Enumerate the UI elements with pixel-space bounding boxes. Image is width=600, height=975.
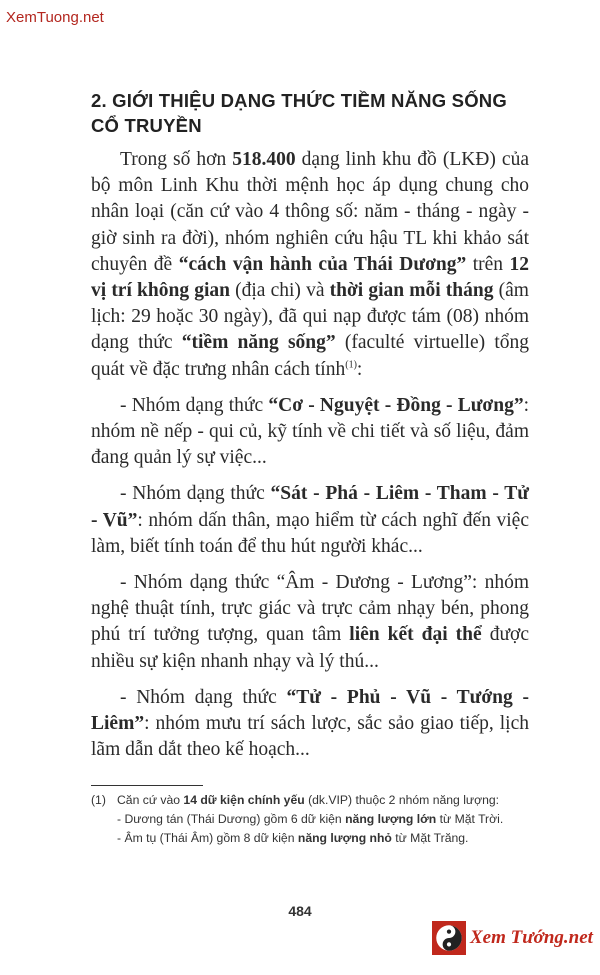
bold-run: “cách vận hành của Thái Dương” (178, 253, 467, 275)
text-run: (địa chi) và (229, 280, 330, 302)
text-run: - Âm tụ (Thái Âm) gồm 8 dữ kiện (117, 831, 298, 845)
paragraph-intro (91, 147, 529, 383)
bold-run: 14 dữ kiện chính yếu (183, 793, 305, 807)
footnote-divider (91, 785, 203, 786)
watermark-bottom (432, 918, 593, 958)
text-run: - Nhóm dạng thức (120, 394, 269, 416)
bold-run: “Cơ - Nguyệt - Đồng - Lương” (268, 394, 524, 416)
bold-run: “tiềm năng sống” (181, 332, 336, 354)
text-run: từ Mặt Trăng. (391, 831, 469, 845)
text-run: (faculté virtuelle) tổng quát về đặc trưng nhân cách tính (91, 332, 529, 380)
text-run: Trong số hơn (120, 149, 233, 170)
text-run: - Nhóm dạng thức (120, 686, 287, 708)
footnote-marker: (1) (345, 359, 357, 371)
text-run: dạng linh khu đồ (LKĐ) của bộ môn Linh Khu thời mệnh học áp dụng chung cho nhân loại (căn cứ vào 4 thông số: năm - tháng - ngày - giờ sinh ra đời), nhóm nghiên cứu hậu TL khi khảo sát chuyên đề (91, 149, 529, 275)
footnotes (91, 791, 531, 848)
text-run: được nhiều sự kiện nhanh nhạy và lý thú... (91, 624, 529, 672)
watermark-bottom-text: Xem Tướng.net (470, 927, 593, 948)
paragraph-group-4 (91, 685, 529, 764)
bold-run: năng lượng lớn (345, 812, 437, 826)
text-run: - Dương tán (Thái Dương) gồm 6 dữ kiện (117, 812, 346, 826)
watermark-top: XemTuong.net (6, 9, 104, 26)
page-number: 484 (288, 903, 312, 919)
footnote-line (91, 829, 531, 848)
paragraph-group-2 (91, 481, 529, 560)
bold-run: 518.400 (232, 149, 296, 170)
bold-run: thời gian mỗi tháng (329, 280, 494, 302)
footnote-line (117, 791, 531, 810)
footnote-line (91, 810, 531, 829)
section-heading: 2. GIỚI THIỆU DẠNG THỨC TIỀM NĂNG SỐNG CỔ TRUYỀN (91, 90, 507, 136)
bold-run: năng lượng nhỏ (297, 831, 392, 845)
bold-run: “Sát - Phá - Liêm - Tham - Tử - Vũ” (91, 483, 529, 531)
text-run: : (356, 358, 363, 380)
paragraph-group-1 (91, 393, 529, 472)
footnote-number: (1) (91, 793, 106, 807)
text-run: : nhóm mưu trí sách lược, sắc sảo giao tiếp, lịch lãm dẫn dắt theo kế hoạch... (91, 713, 529, 761)
text-run: trên (466, 253, 510, 275)
bold-run: “Tử - Phủ - Vũ - Tướng - Liêm” (91, 686, 529, 735)
body-text (91, 147, 529, 773)
text-run: - Nhóm dạng thức (120, 483, 271, 505)
text-run: Căn cứ vào (117, 793, 184, 807)
text-run: (dk.VIP) thuộc 2 nhóm năng lượng: (304, 793, 500, 807)
footnote-1 (91, 791, 531, 810)
yin-yang-icon (432, 921, 466, 955)
paragraph-group-3 (91, 570, 529, 675)
text-run: : nhóm dấn thân, mạo hiểm từ cách nghĩ đến việc làm, biết tính toán để thu hút người khác... (91, 509, 529, 557)
bold-run: liên kết đại thể (349, 624, 482, 646)
text-run: từ Mặt Trời. (436, 812, 504, 826)
bold-run: 12 vị trí không gian (91, 253, 529, 302)
text-run: : nhóm nề nếp - qui củ, kỹ tính về chi tiết và số liệu, đảm đang quản lý sự việc... (91, 394, 529, 469)
text-run: (âm lịch: 29 hoặc 30 ngày), đã qui nạp được tám (08) nhóm dạng thức (91, 280, 529, 354)
text-run: - Nhóm dạng thức “Âm - Dương - Lương”: nhóm nghệ thuật tính, trực giác và trực cảm nhạy bén, phong phú trí tưởng tượng, quan tâm (91, 572, 529, 646)
